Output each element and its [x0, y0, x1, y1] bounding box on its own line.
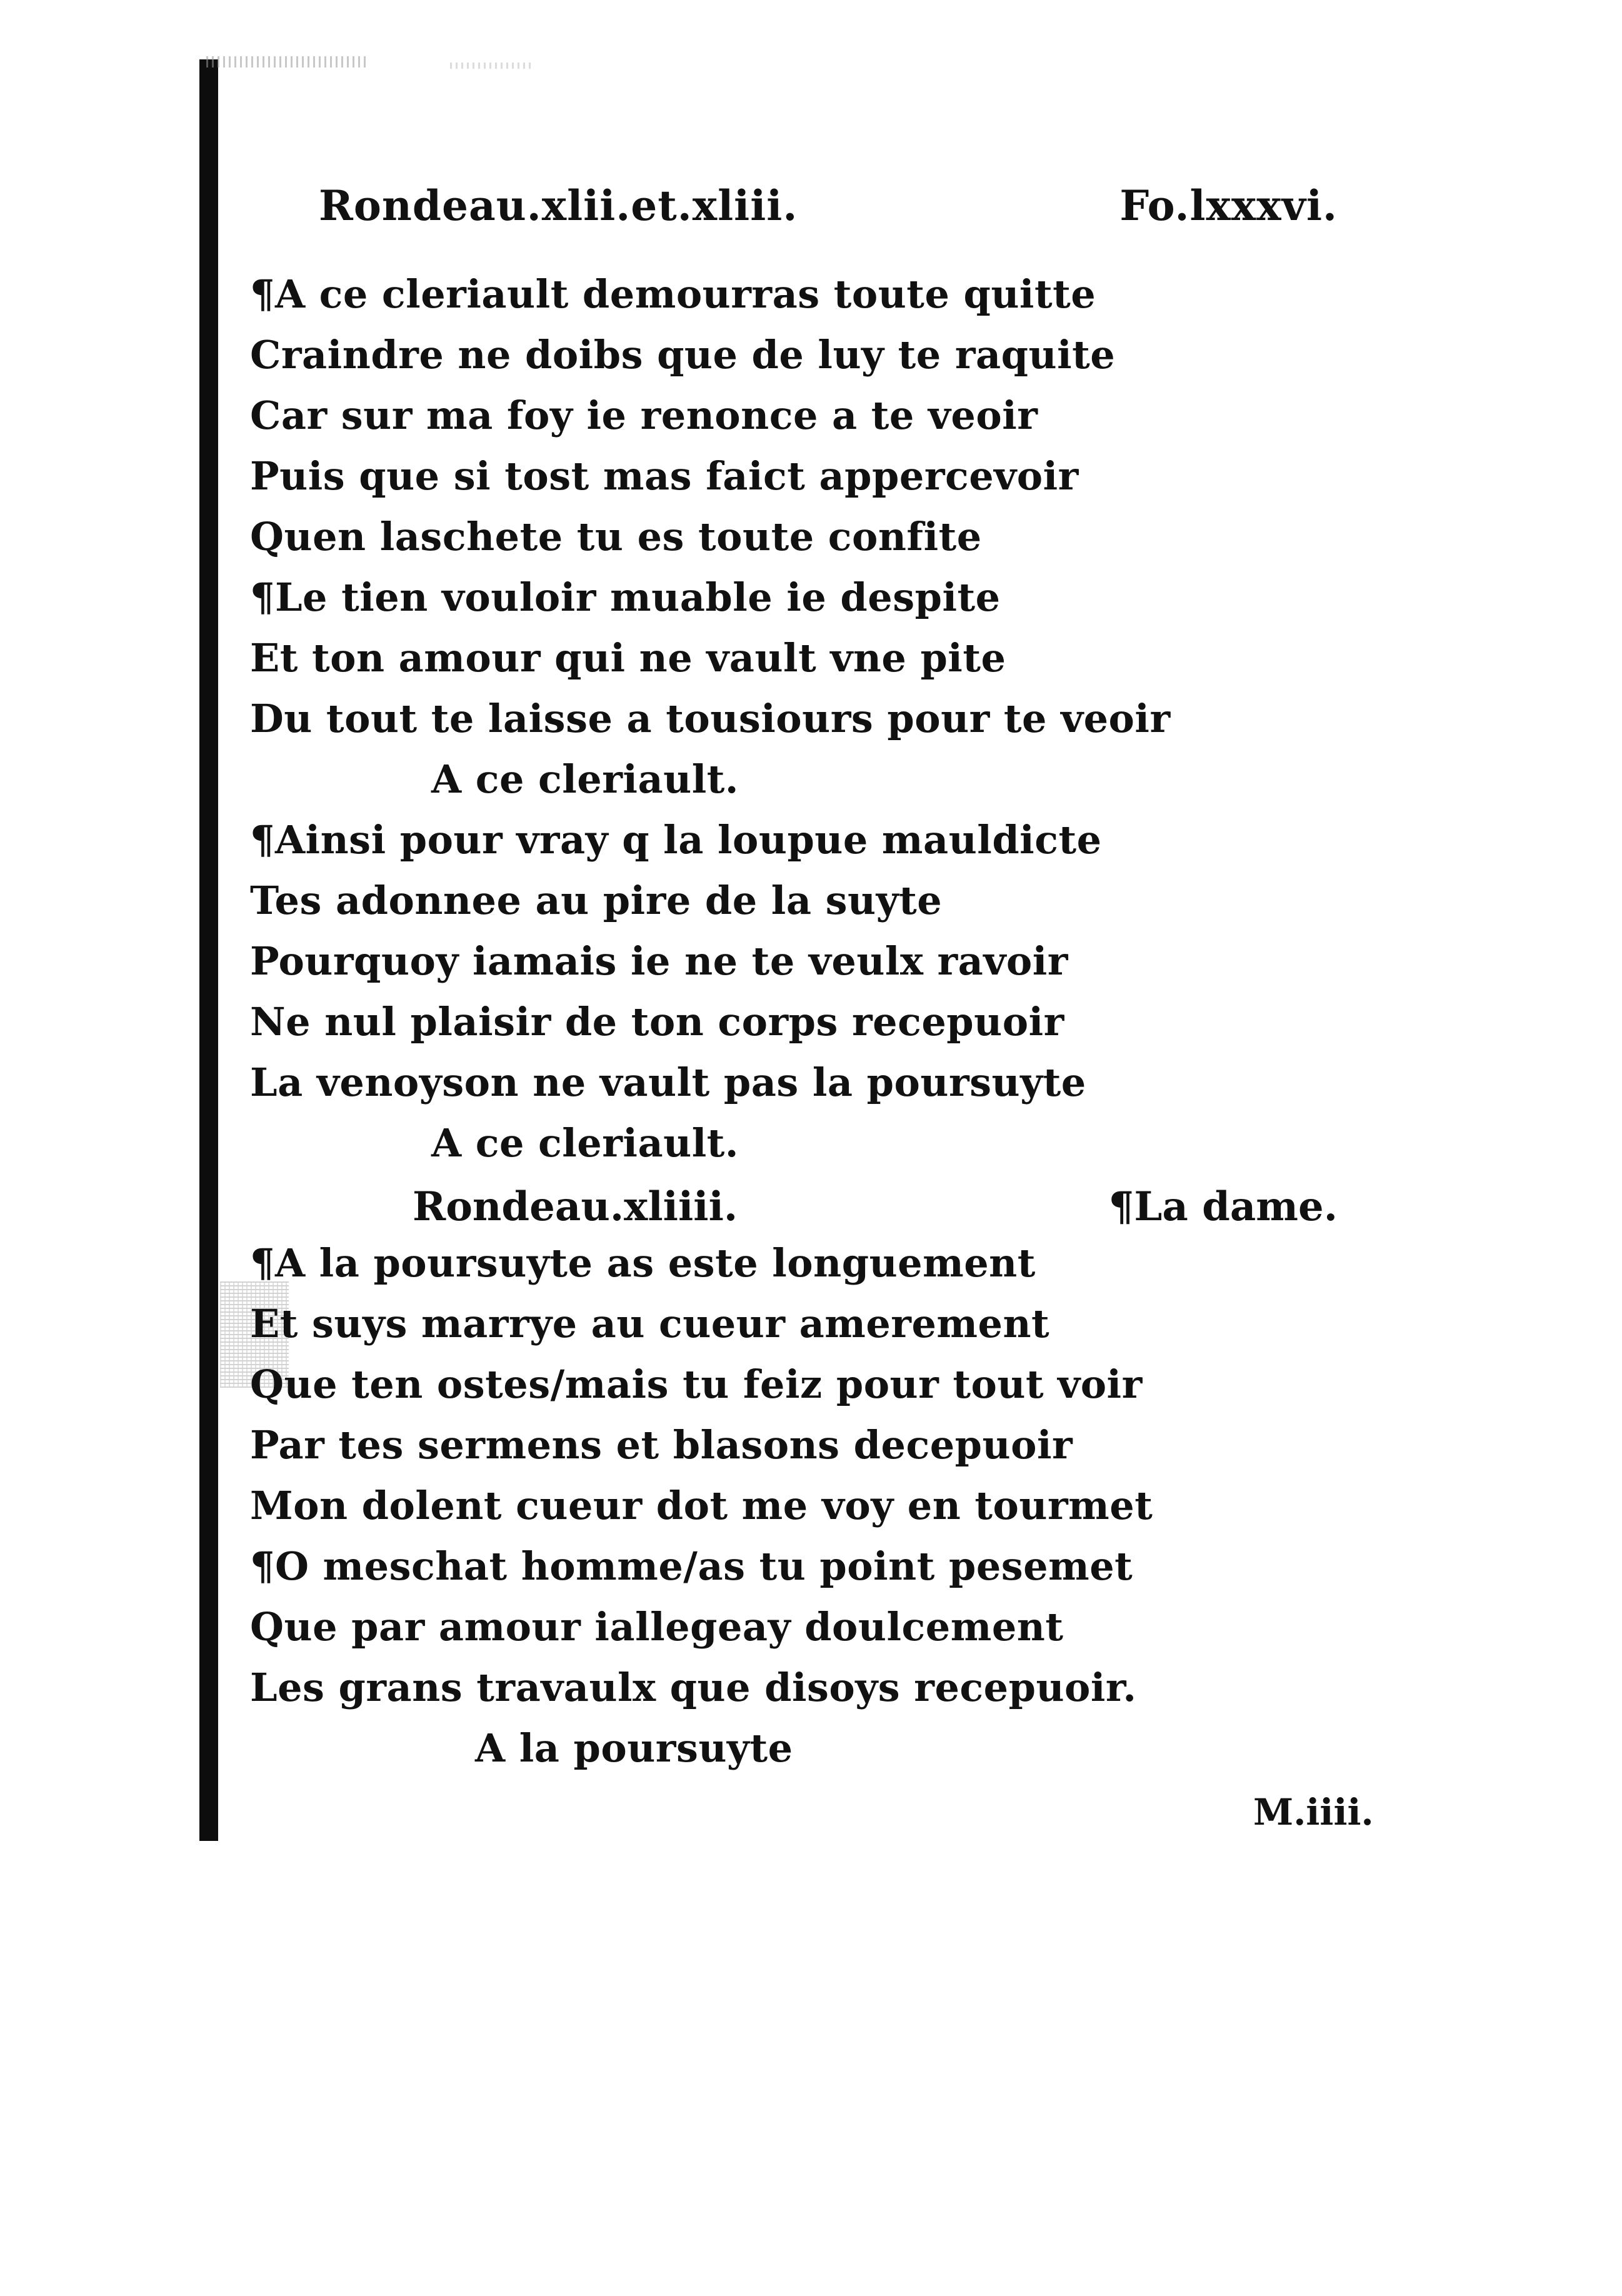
section-heading: [413, 1183, 1338, 1233]
verse-line: Car sur ma foy ie renonce a te veoir: [250, 393, 1038, 438]
refrain-line: A ce cleriault.: [431, 1120, 739, 1166]
verse-line: Pourquoy iamais ie ne te veulx ravoir: [250, 938, 1068, 984]
header-row: [319, 181, 1338, 238]
verse-line: Quen laschete tu es toute confite: [250, 514, 982, 559]
verse-line: Ne nul plaisir de ton corps recepuoir: [250, 999, 1064, 1045]
verse-line: Et ton amour qui ne vault vne pite: [250, 635, 1006, 681]
verse-line: Les grans travaulx que disoys recepuoir.: [250, 1665, 1137, 1710]
verse-line: Mon dolent cueur dot me voy en tourmet: [250, 1483, 1153, 1528]
verse-line: ¶A ce cleriault demourras toute quitte: [250, 271, 1096, 317]
folio-number: Fo.lxxxvi.: [1119, 181, 1338, 230]
running-head: Rondeau.xlii.et.xliii.: [319, 181, 798, 230]
verse-line: Que ten ostes/mais tu feiz pour tout voir: [250, 1361, 1143, 1407]
verse-line: ¶A la poursuyte as este longuement: [250, 1240, 1036, 1286]
refrain-line: A ce cleriault.: [431, 756, 739, 802]
refrain-line: A la poursuyte: [475, 1725, 793, 1771]
scan-noise: [450, 63, 531, 69]
verse-line: ¶Ainsi pour vray q la loupue mauldicte: [250, 817, 1102, 863]
binding-edge: [199, 59, 218, 1841]
verse-line: La venoyson ne vault pas la poursuyte: [250, 1060, 1086, 1105]
verse-line: Craindre ne doibs que de luy te raquite: [250, 332, 1116, 378]
scan-noise: [206, 56, 369, 68]
verse-line: Par tes sermens et blasons decepuoir: [250, 1422, 1073, 1468]
verse-line: Tes adonnee au pire de la suyte: [250, 878, 943, 923]
verse-line: Puis que si tost mas faict appercevoir: [250, 453, 1079, 499]
signature-mark: M.iiii.: [1253, 1791, 1374, 1833]
verse-line: ¶Le tien vouloir muable ie despite: [250, 574, 1001, 620]
speaker-label: ¶La dame.: [1108, 1183, 1338, 1230]
rondeau-title: Rondeau.xliiii.: [413, 1183, 738, 1230]
verse-line: Du tout te laisse a tousiours pour te veoir: [250, 696, 1171, 741]
verse-line: ¶O meschat homme/as tu point pesemet: [250, 1543, 1133, 1589]
verse-line: Que par amour iallegeay doulcement: [250, 1604, 1064, 1650]
verse-line: Et suys marrye au cueur amerement: [250, 1301, 1050, 1346]
